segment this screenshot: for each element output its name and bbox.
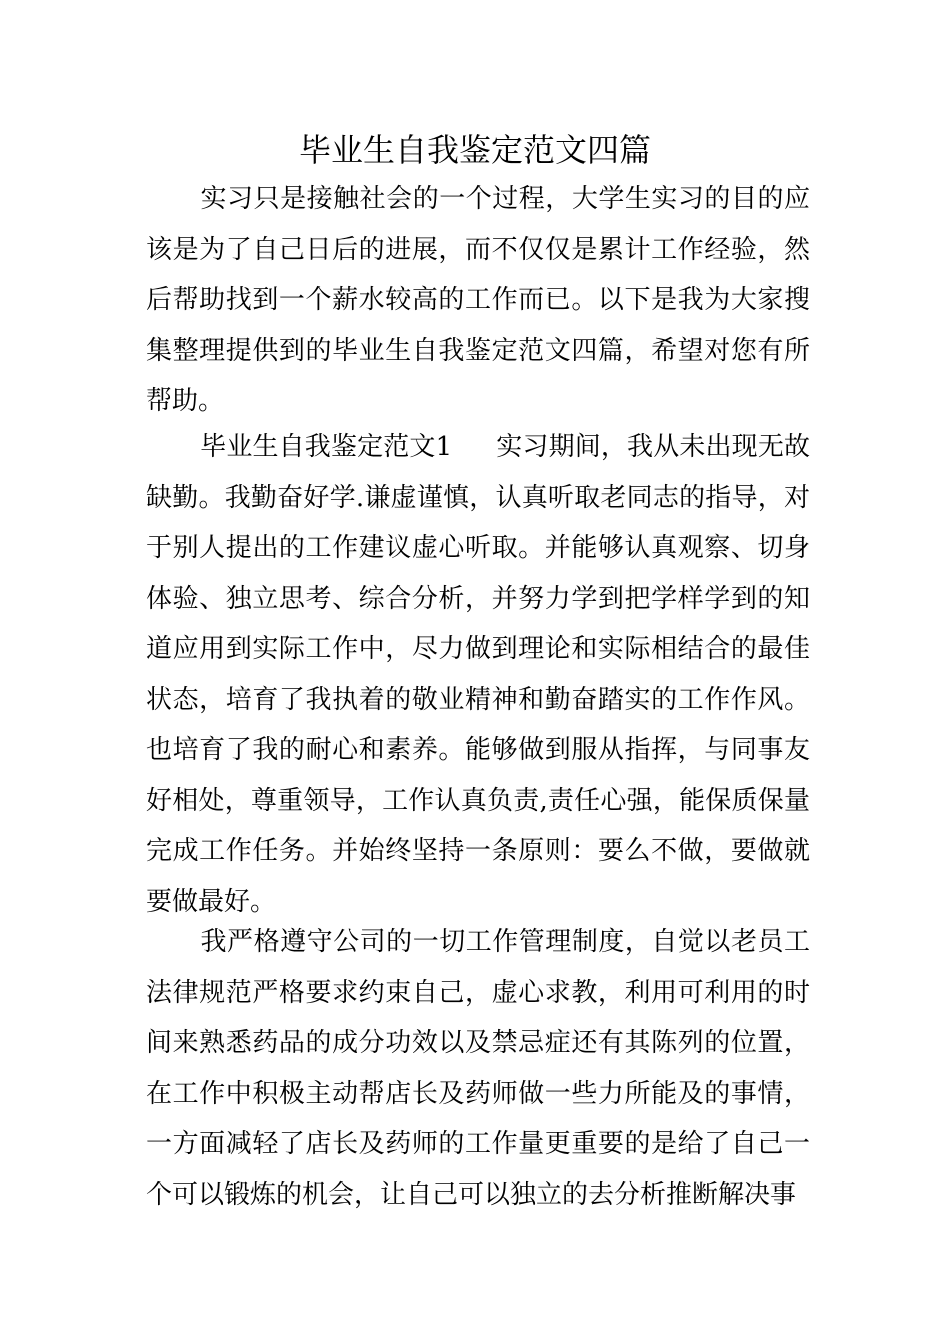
- sample-1-paragraph-text: 实习期间，我从未出现无故缺勤。我勤奋好学.谦虚谨慎，认真听取老同志的指导，对于别人提出的工作建议虚心听取。并能够认真观察、切身体验、独立思考、综合分析，并努力学到把学样学到的知道应用到实际工作中，尽力做到理论和实际相结合的最佳状态，培育了我执着的敬业精神和勤奋踏实的工作作风。也培育了我的耐心和素养。能够做到服从指挥，与同事友好相处，尊重领导，工作认真负责,责任心强，能保质保量完成工作任务。并始终坚持一条原则：要么不做，要做就要做最好。: [146, 432, 810, 917]
- compliance-paragraph: [146, 917, 810, 1220]
- compliance-paragraph-text: 我严格遵守公司的一切工作管理制度，自觉以老员工法律规范严格要求约束自己，虚心求教，利用可利用的时间来熟悉药品的成分功效以及禁忌症还有其陈列的位置，在工作中积极主动帮店长及药师做一些力所能及的事情，一方面减轻了店长及药师的工作量更重要的是给了自己一个可以锻炼的机会，让自己可以独立的去分析推断解决事: [146, 927, 810, 1210]
- sample-1-heading: 毕业生自我鉴定范文1: [200, 432, 453, 462]
- document-title: 毕业生自我鉴定范文四篇: [298, 131, 651, 169]
- intro-paragraph: [146, 174, 810, 427]
- sample-1-paragraph: [146, 422, 810, 927]
- intro-paragraph-text: 实习只是接触社会的一个过程，大学生实习的目的应该是为了自己日后的进展，而不仅仅是累计工作经验，然后帮助找到一个薪水较高的工作而已。以下是我为大家搜集整理提供到的毕业生自我鉴定范文四篇，希望对您有所帮助。: [146, 184, 810, 416]
